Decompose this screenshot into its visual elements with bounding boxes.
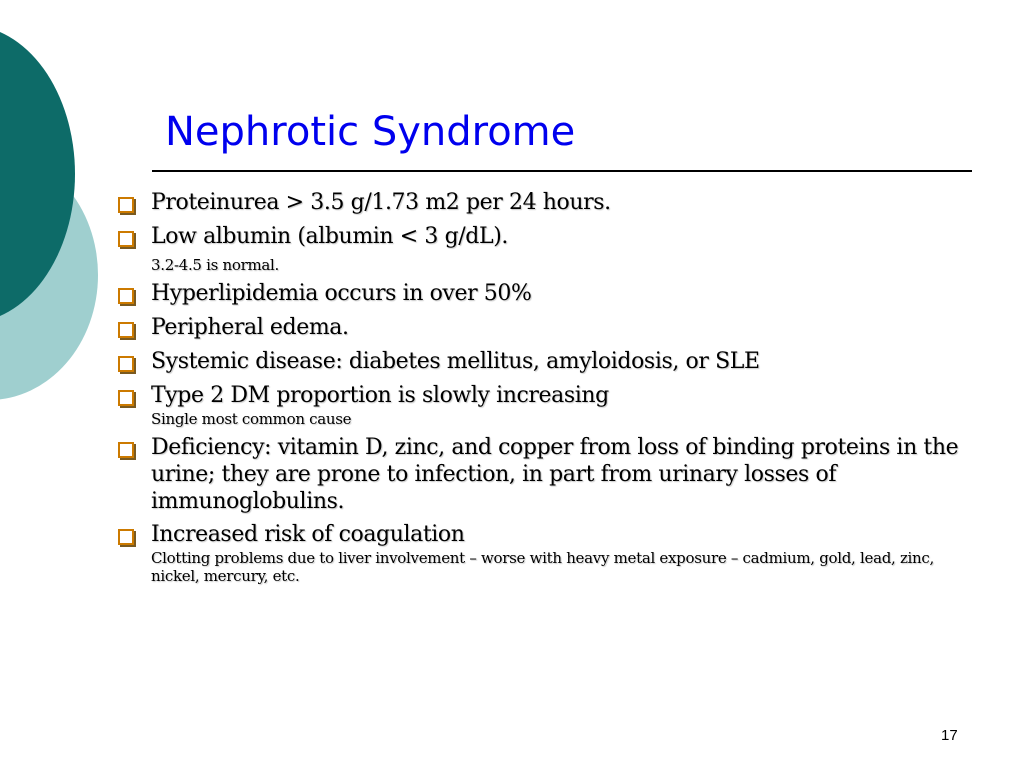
bullet-note: Single most common cause (151, 410, 352, 428)
bullet-note: 3.2-4.5 is normal. (151, 256, 280, 274)
bullet-item-systemic-disease (118, 348, 968, 376)
bullet-text: Low albumin (albumin < 3 g/dL). (151, 224, 508, 249)
bullet-text: Increased risk of coagulation (151, 522, 465, 547)
square-bullet-icon (118, 390, 134, 406)
square-bullet-icon (118, 442, 134, 458)
bullet-text: Deficiency: vitamin D, zinc, and copper from loss of binding proteins in the urine; they are prone to infection, in part from urinary losses of immunoglobulins. (151, 435, 959, 514)
bullet-item-low-albumin (118, 223, 968, 274)
bullet-text: Proteinurea > 3.5 g/1.73 m2 per 24 hours. (151, 190, 611, 215)
bullet-text: Systemic disease: diabetes mellitus, amyloidosis, or SLE (151, 349, 760, 374)
bullet-item-type-2-dm (118, 382, 968, 428)
bullet-item-proteinuria (118, 189, 968, 217)
square-bullet-icon (118, 322, 134, 338)
title-divider (152, 170, 972, 172)
bullet-note: Clotting problems due to liver involvement – worse with heavy metal exposure – cadmium, gold, lead, zinc, nickel, mercury, etc. (151, 549, 934, 585)
square-bullet-icon (118, 197, 134, 213)
bullet-text: Type 2 DM proportion is slowly increasing (151, 383, 609, 408)
page-number: 17 (941, 727, 958, 744)
square-bullet-icon (118, 356, 134, 372)
bullet-item-coagulation (118, 521, 968, 585)
square-bullet-icon (118, 231, 134, 247)
bullet-item-peripheral-edema (118, 314, 968, 342)
bullet-text: Peripheral edema. (151, 315, 349, 340)
bullet-item-deficiency (118, 434, 968, 515)
square-bullet-icon (118, 288, 134, 304)
slide-title: Nephrotic Syndrome (165, 109, 576, 155)
bullet-item-hyperlipidemia (118, 280, 968, 308)
square-bullet-icon (118, 529, 134, 545)
bullet-list (118, 189, 968, 585)
bullet-text: Hyperlipidemia occurs in over 50% (151, 281, 532, 306)
